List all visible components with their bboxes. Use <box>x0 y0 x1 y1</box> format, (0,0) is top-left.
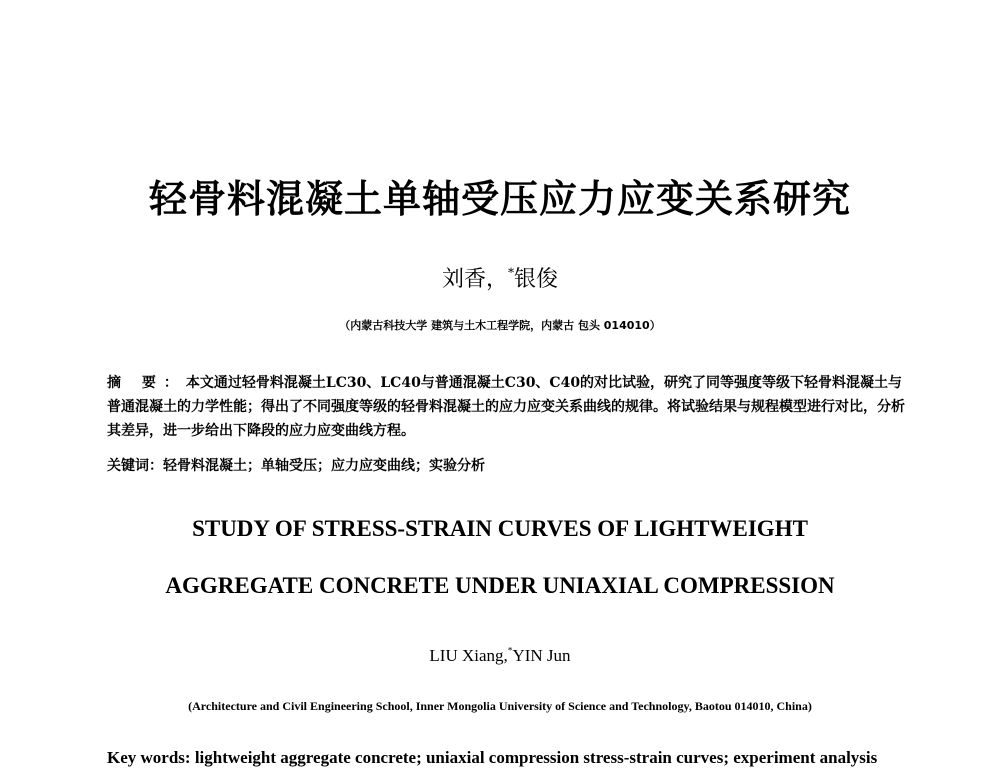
english-authors <box>0 646 1000 666</box>
english-title-line-2: AGGREGATE CONCRETE UNDER UNIAXIAL COMPRESSION <box>165 573 835 598</box>
english-title-line-1: STUDY OF STRESS-STRAIN CURVES OF LIGHTWEIGHT <box>192 516 808 541</box>
chinese-affiliation: （内蒙古科技大学 建筑与土木工程学院，内蒙古 包头 014010） <box>339 319 661 332</box>
corresponding-author-mark: * <box>507 265 515 280</box>
english-author-2: YIN Jun <box>512 646 571 665</box>
abstract-label: 摘 要： <box>107 375 186 391</box>
chinese-title: 轻骨料混凝土单轴受压应力应变关系研究 <box>148 177 851 221</box>
english-author-1: LIU Xiang, <box>429 646 508 665</box>
chinese-abstract <box>107 371 907 443</box>
chinese-authors <box>0 262 1000 293</box>
chinese-author-1: 刘香， <box>441 267 508 292</box>
english-corresponding-author-mark: * <box>507 646 513 657</box>
abstract-text: 本文通过轻骨料混凝土LC30、LC40与普通混凝土C30、C40的对比试验，研究了同等强度等级下轻骨料混凝土与普通混凝土的力学性能；得出了不同强度等级的轻骨料混凝土的应力应变关系曲线的规律。将试验结果与规程模型进行对比，分析其差异，进一步给出下降段的应力应变曲线方程。 <box>107 375 905 439</box>
keywords-label: 关键词： <box>107 458 163 474</box>
english-affiliation: (Architecture and Civil Engineering School, Inner Mongolia University of Science and Technology, Baotou 014010, China) <box>188 699 812 713</box>
chinese-author-2: 银俊 <box>514 267 559 292</box>
keywords-text: 轻骨料混凝土；单轴受压；应力应变曲线；实验分析 <box>163 458 485 474</box>
english-keywords-partial: Key words: lightweight aggregate concrete; uniaxial compression stress-strain curves; experiment analysis <box>107 748 878 767</box>
chinese-keywords <box>107 456 907 476</box>
